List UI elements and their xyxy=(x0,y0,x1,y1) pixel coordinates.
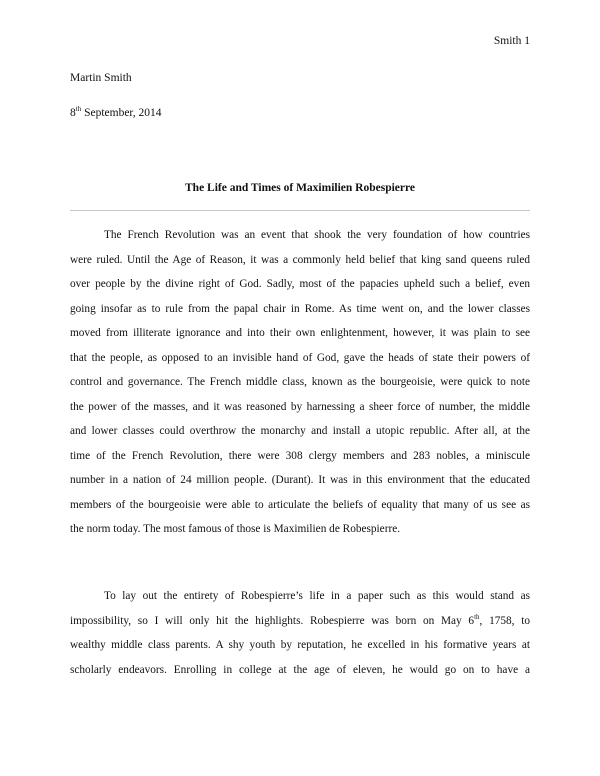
running-header: Smith 1 xyxy=(493,35,530,47)
paragraph-line: To lay out the entirety of Robespierre’s life in a paper such as this would stand as xyxy=(104,590,530,602)
paragraph-line: were ruled. Until the Age of Reason, it was a commonly held belief that king sand queens ruled xyxy=(70,253,530,266)
paragraph-line: moved from illiterate ignorance and into their own enlightenment, however, it was plain to see xyxy=(70,327,530,339)
paragraph-1 xyxy=(70,228,530,547)
line-text: , 1758, to xyxy=(479,614,531,627)
paragraph-line: members of the bourgeoisie were able to articulate the beliefs of equality that many of us see as xyxy=(70,498,530,511)
paragraph-line: over people by the divine right of God. Sadly, most of the papacies upheld such a belief, even xyxy=(70,278,530,290)
paragraph-line: going insofar as to rule from the papal chair in Rome. As time went on, and the lower classes xyxy=(70,302,530,315)
essay-title: The Life and Times of Maximilien Robespierre xyxy=(185,182,415,194)
paragraph-line: that the people, as opposed to an invisible hand of God, gave the heads of state their powers of xyxy=(70,351,530,364)
paragraph-line: control and governance. The French middle class, known as the bourgeoisie, were quick to note xyxy=(70,376,530,388)
date-ordinal-suffix: th xyxy=(75,105,82,114)
title-divider xyxy=(70,210,530,211)
paragraph-2 xyxy=(70,589,530,687)
date-month-year: September, 2014 xyxy=(81,107,162,119)
paragraph-line: the norm today. The most famous of those is Maximilien de Robespierre. xyxy=(70,523,401,535)
paragraph-line: wealthy middle class parents. A shy youth by reputation, he excelled in his formative years at xyxy=(70,639,530,651)
paragraph-line: the power of the masses, and it was reasoned by harnessing a sheer force of number, the middle xyxy=(70,400,530,413)
paragraph-line: The French Revolution was an event that shook the very foundation of how countries xyxy=(104,229,530,241)
paragraph-line xyxy=(70,614,530,639)
ordinal-suffix: th xyxy=(474,612,480,621)
line-text: impossibility, so I will only hit the highlights. Robespierre was born on May 6 xyxy=(70,614,475,627)
paragraph-line: and lower classes could overthrow the monarchy and install a utopic republic. After all, at the xyxy=(70,425,530,437)
paragraph-line: number in a nation of 24 million people. (Durant). It was in this environment that the educated xyxy=(70,474,530,486)
date-line xyxy=(70,107,162,119)
date-day: 8 xyxy=(70,107,76,119)
paragraph-line: time of the French Revolution, there were 308 clergy members and 283 nobles, a miniscule xyxy=(70,449,530,462)
author-name: Martin Smith xyxy=(70,72,132,84)
paragraph-line: scholarly endeavors. Enrolling in college at the age of eleven, he would go on to have a xyxy=(70,663,530,676)
